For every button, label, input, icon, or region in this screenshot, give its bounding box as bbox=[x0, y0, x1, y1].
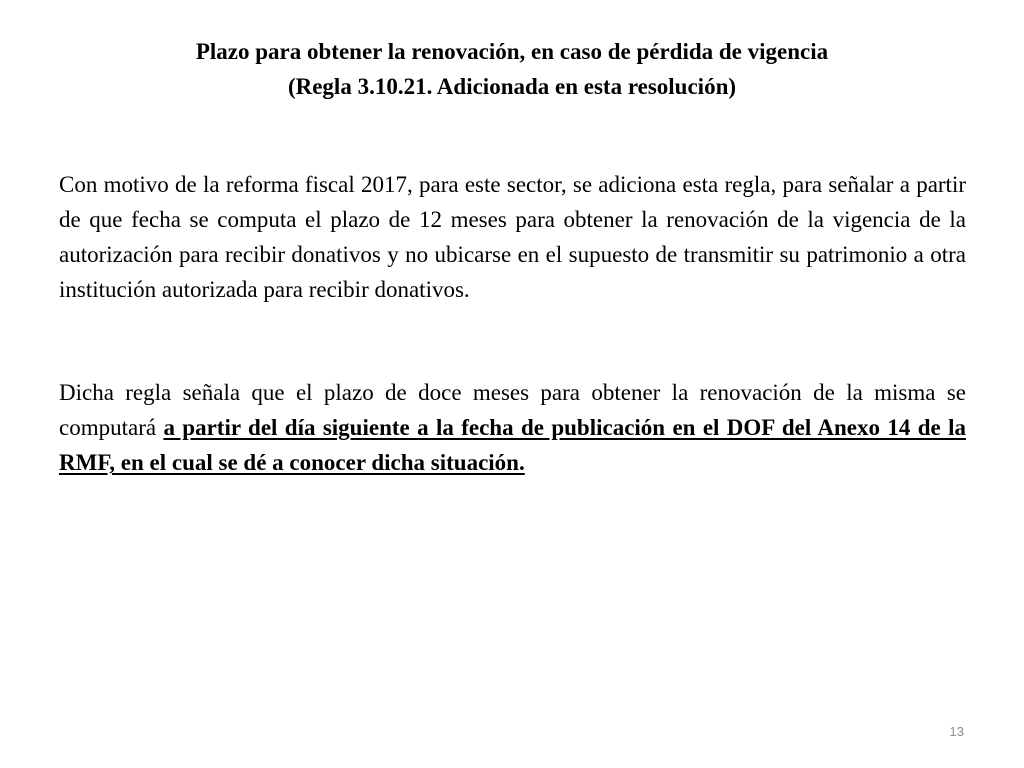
emphasized-text-fecha-publicacion: a partir del día siguiente a la fecha de publicación en el DOF del Anexo 14 de la RMF, en el cual se dé a conocer dicha situación. bbox=[59, 415, 966, 475]
paragraph-computo-plazo bbox=[59, 375, 966, 480]
slide-title-line-2: (Regla 3.10.21. Adicionada en esta resolución) bbox=[287, 74, 737, 99]
slide-title-line-1: Plazo para obtener la renovación, en caso de pérdida de vigencia bbox=[195, 39, 829, 64]
slide-title bbox=[0, 34, 1024, 104]
paragraph-reforma-fiscal: Con motivo de la reforma fiscal 2017, para este sector, se adiciona esta regla, para señalar a partir de que fecha se computa el plazo de 12 meses para obtener la renovación de la vigencia de la autorización para recibir donativos y no ubicarse en el supuesto de transmitir su patrimonio a otra institución autorizada para recibir donativos. bbox=[59, 172, 966, 302]
page-number: 13 bbox=[949, 724, 964, 739]
paragraph-computo-plazo-lead: Dicha regla señala que el plazo de doce meses para obtener la renovación de la misma se computará bbox=[59, 380, 966, 440]
